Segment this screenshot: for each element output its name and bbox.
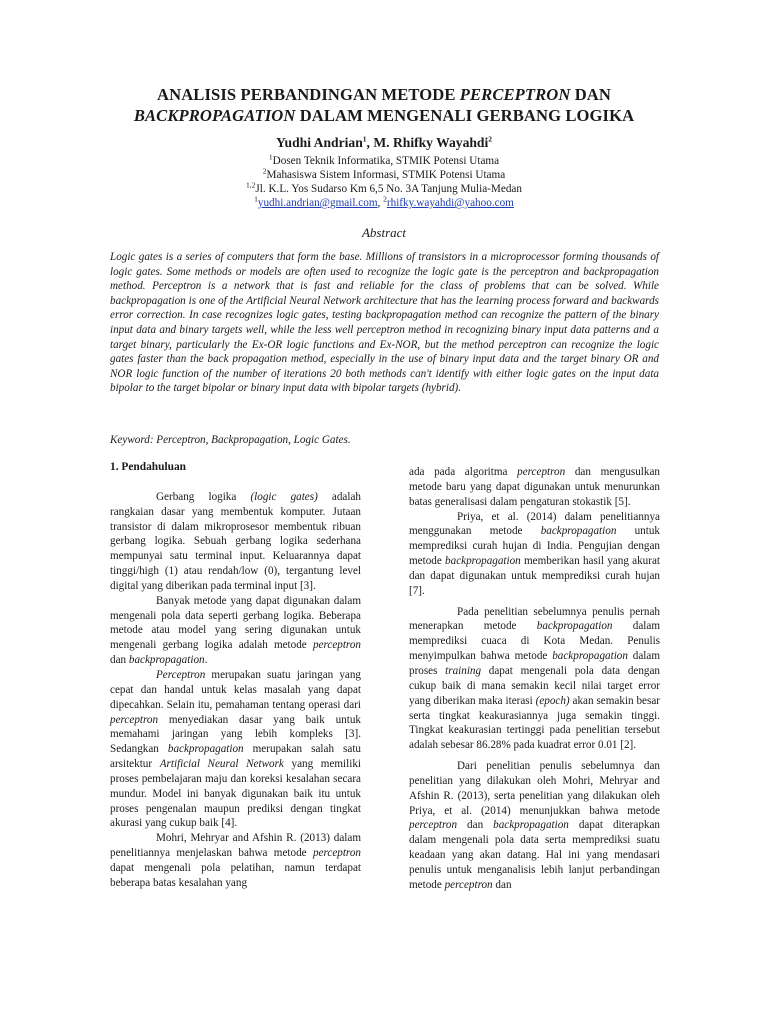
title-emphasis: BACKPROPAGATION	[133, 106, 296, 125]
affiliation-text: Dosen Teknik Informatika, STMIK Potensi Utama	[272, 155, 500, 167]
text: dan	[492, 878, 512, 891]
text: Priya, et al. (2014) dalam penelitiannya menggunakan metode	[409, 510, 660, 538]
text: merupakan suatu jaringan yang cepat dan handal untuk kelas masalah yang dapat dipecahkan. Selain itu, pemahaman tentang operasi dari	[110, 668, 361, 711]
italic-term: perceptron	[312, 847, 361, 860]
author-name: M. Rhifky Wayahdi	[373, 135, 489, 150]
affiliation-text: Jl. K.L. Yos Sudarso Km 6,5 No. 3A Tanjung Mulia-Medan	[255, 183, 522, 195]
right-column	[409, 465, 660, 893]
text: Mohri, Mehryar and Afshin R. (2013) dalam penelitiannya menjelaskan bahwa metode	[110, 832, 361, 860]
text: Gerbang logika	[156, 490, 251, 503]
italic-term: perceptron	[517, 466, 566, 478]
affiliation-line	[0, 154, 768, 168]
paragraph	[409, 759, 660, 893]
text: dapat mengenali pola data dengan cukup baik di mana semakin kecil nilai target error yang diberikan maka iterasi	[409, 664, 660, 707]
text: dan	[110, 654, 129, 667]
author-list	[0, 135, 768, 151]
title-emphasis: PERCEPTRON	[459, 85, 571, 104]
affiliation-sup: 2	[262, 166, 267, 176]
email-separator: ,	[377, 197, 384, 209]
abstract-body: Logic gates is a series of computers that form the base. Millions of transistors in a microprocessor forming thousands of logic gates. Some methods or models are often used to recognize the logic gate is the perceptron and backpropagation method. Perceptron is a network that is fast and reliable for the class of problems that can be solved. While backpropagation is one of the Artificial Neural Network architecture that has the learning process forward and backwards error correction. In case recognizes logic gates, testing backpropagation method can recognize the pattern of the binary input data and binary targets well, while the less well perceptron method in recognizing binary input data patterns and a target binary, particularly the Ex-OR logic functions and Ex-NOR, but the method perceptron can recognize the logic gates faster than the back propagation method, especially in the use of binary input data and the target binary OR and NOR logic function of the number of iterations 20 both methods can't identify with either logic gates on the input data bipolar to the target bipolar or binary input data with bipolar targets (hybrid).	[110, 251, 659, 395]
text: adalah rangkaian dasar yang membentuk komputer. Jutaan transistor di dalam mikroprosesor membentuk ribuan gerbang logika. Sebuah gerbang logika sederhana mempunyai satu terminal input. Keluarannya dapat tinggi/high (1) atau rendah/low (0), tergantung level digital yang diberikan pada terminal input [3].	[110, 490, 361, 592]
text: Dari penelitian penulis sebelumnya dan penelitian yang dilakukan oleh Mohri, Mehryar and Afshin R. (2013), serta penelitian yang dilakukan oleh Priya, et al. (2014) menunjukkan bahwa metode	[409, 760, 660, 817]
italic-term: (logic gates)	[250, 490, 318, 503]
abstract-heading: Abstract	[361, 225, 407, 240]
email-link-1[interactable]: yudhi.andrian@gmail.com	[257, 197, 378, 209]
author-sup: 1	[362, 134, 367, 144]
paper-title	[60, 84, 708, 126]
italic-term: backpropagation	[536, 620, 613, 633]
affiliation-sup: 1	[268, 152, 273, 162]
italic-term: backpropagation	[167, 743, 244, 756]
title-text: DALAM MENGENALI GERBANG LOGIKA	[295, 106, 635, 125]
email-line	[0, 196, 768, 210]
text: .	[204, 654, 208, 667]
italic-term: (epoch)	[535, 694, 570, 707]
italic-term: perceptron	[110, 713, 159, 726]
text: menyediakan dasar yang baik untuk memahami jaringan yang lebih kompleks [3]. Sedangkan	[110, 713, 361, 756]
italic-term: perceptron	[312, 639, 361, 652]
text: untuk memprediksi curah hujan di India. Pengujian dengan metode	[409, 525, 660, 568]
text: dalam proses	[409, 650, 660, 677]
left-column	[110, 460, 361, 891]
affiliation-sup: 1,2	[246, 180, 256, 190]
text: yang memiliki proses pembelajaran maju dan koreksi kesalahan secara mundur. Model ini banyak digunakan baik itu untuk proses pengenalan maupun prediksi dengan tingkat akurasi yang cukup baik [4].	[110, 758, 362, 830]
text: dapat mengenali pola pelatihan, namun terdapat beberapa batas kesalahan yang	[110, 861, 361, 889]
italic-term: Artificial Neural Network	[159, 758, 284, 771]
paragraph	[409, 465, 660, 510]
paragraph	[110, 490, 361, 594]
text: dapat diterapkan dalam mengenali pola data serta memprediksi suatu keadaan yang akan datang. Hal ini yang mendasari penulis untuk menganalisis lebih lanjut perbandingan metode	[409, 819, 660, 891]
text: Banyak metode yang dapat digunakan dalam mengenali pola data seperti gerbang logika. Beberapa metode atau model yang sering digunakan untuk mengenali gerbang logika adalah metode	[110, 594, 361, 652]
paragraph	[409, 510, 660, 599]
italic-term: perceptron	[409, 819, 458, 832]
title-text: DAN	[570, 85, 611, 104]
email-sup: 1	[254, 194, 258, 204]
paragraph	[110, 594, 361, 668]
italic-term: backpropagation	[493, 819, 569, 832]
italic-term: perceptron	[444, 878, 493, 891]
section-heading: 1. Pendahuluan	[110, 461, 186, 473]
text: akan semakin besar serta tingkat keakurasiannya juga semakin tinggi. Tingkat keakurasian tertinggi pada penelitian tersebut adalah sebesar 86.28% pada kuadrat error 0.01 [2].	[409, 694, 660, 752]
text: merupakan salah satu arsitektur	[110, 743, 361, 771]
affiliation-text: Mahasiswa Sistem Informasi, STMIK Potensi Utama	[266, 169, 506, 181]
italic-term: backpropagation	[445, 555, 521, 568]
text: Pada penelitian sebelumnya penulis pernah menerapkan metode	[409, 605, 660, 633]
text: dan mengusulkan metode baru yang dapat digunakan untuk menurunkan batas generalisasi dalam pengaturan stokastik [5].	[409, 466, 660, 508]
author-sup: 2	[488, 134, 493, 144]
text: ada pada algoritma	[409, 466, 518, 478]
email-link-2[interactable]: rhifky.wayahdi@yahoo.com	[386, 197, 514, 209]
author-name: Yudhi Andrian	[275, 135, 363, 150]
italic-term: backpropagation	[552, 650, 628, 663]
italic-term: training	[445, 664, 482, 677]
author-separator: ,	[366, 135, 374, 150]
text: dan	[457, 819, 494, 832]
paragraph	[110, 831, 361, 890]
paragraph	[409, 605, 660, 753]
paragraph	[110, 668, 361, 831]
text: memberikan hasil yang akurat dan dapat digunakan untuk memprediksi curah hujan [7].	[409, 555, 660, 597]
keywords-line: Keyword: Perceptron, Backpropagation, Logic Gates.	[110, 434, 351, 446]
email-sup: 2	[383, 194, 387, 204]
italic-term: backpropagation	[540, 525, 617, 538]
affiliation-line	[0, 168, 768, 182]
italic-term: backpropagation	[128, 654, 205, 667]
title-text: ANALISIS PERBANDINGAN METODE	[157, 85, 460, 104]
text: dalam memprediksi cuaca di Kota Medan. Penulis menyimpulkan bahwa metode	[409, 620, 660, 663]
italic-term: Perceptron	[156, 668, 206, 681]
